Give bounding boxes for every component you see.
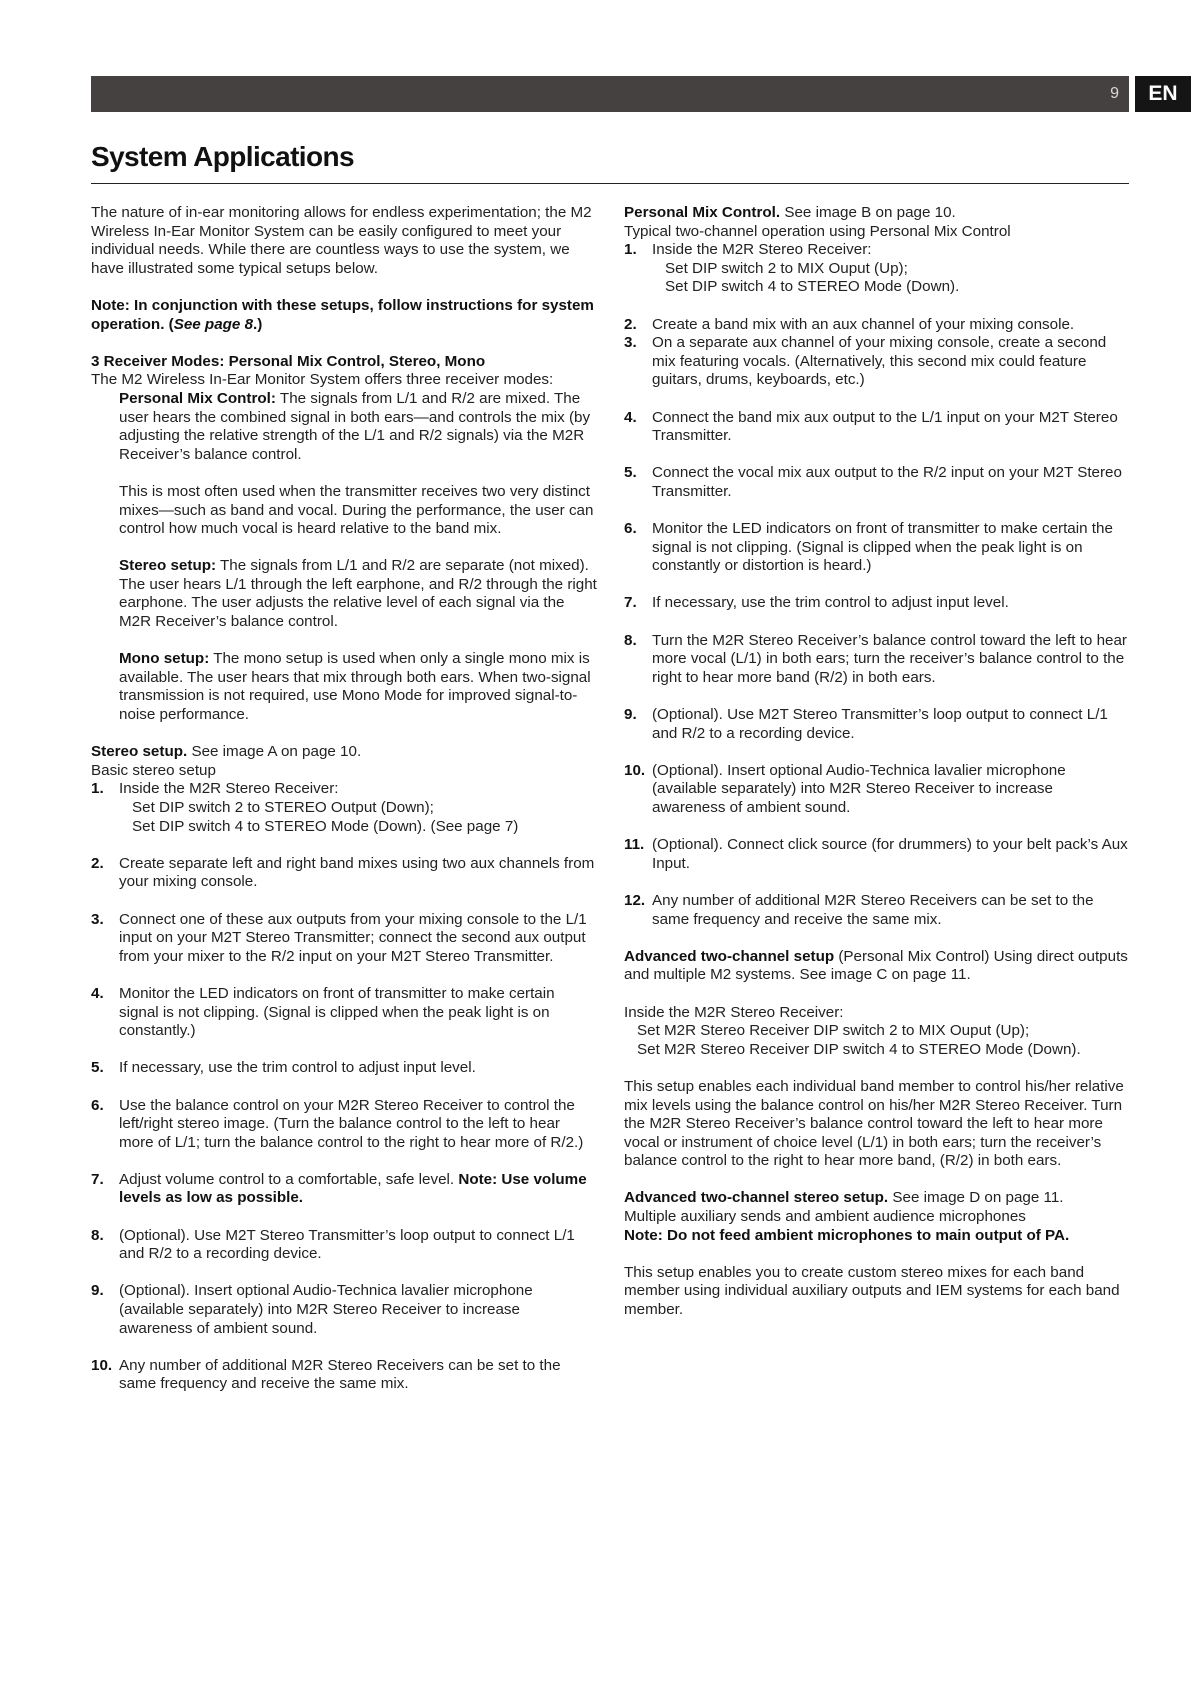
advanced-stereo-subtitle: Multiple auxiliary sends and ambient audience microphones	[624, 1208, 1026, 1226]
step-number: 11.	[624, 836, 645, 854]
stereo-setup-subtitle: Basic stereo setup	[91, 761, 216, 779]
section-ref: See image D on page 11.	[888, 1189, 1064, 1207]
stereo-step	[91, 985, 597, 1041]
mode-stereo	[91, 557, 597, 631]
stereo-step	[91, 780, 597, 836]
step-sub-line: Set DIP switch 4 to STEREO Mode (Down).	[665, 278, 960, 296]
step-number: 8.	[91, 1226, 104, 1244]
step-text: Inside the M2R Stereo Receiver:	[119, 780, 339, 798]
personal-mix-subtitle: Typical two-channel operation using Personal Mix Control	[624, 222, 1011, 240]
step-text: Monitor the LED indicators on front of transmitter to make certain the signal is not clipping. (Signal is clipped when the peak light is on constantly or distortion is heard.)	[652, 520, 1113, 575]
step-number: 7.	[624, 594, 637, 612]
note-page-ref: See page 8	[173, 315, 254, 333]
advanced-stereo-description: This setup enables you to create custom stereo mixes for each band member using individual auxiliary outputs and IEM systems for each band member.	[624, 1263, 1120, 1319]
personal-mix-step	[624, 409, 1130, 446]
header-bar	[91, 76, 1129, 112]
stereo-step	[91, 1171, 597, 1208]
personal-mix-step	[624, 892, 1130, 929]
personal-mix-heading	[624, 204, 1130, 223]
step-number: 2.	[624, 315, 637, 333]
stereo-step	[91, 1282, 597, 1338]
step-text: Any number of additional M2R Stereo Receivers can be set to the same frequency and receive the same mix.	[652, 891, 1094, 928]
step-text: Turn the M2R Stereo Receiver’s balance control toward the left to hear more vocal (L/1) in both ears; turn the receiver’s balance control to the right to hear more band (R/2) in both ears.	[652, 631, 1127, 686]
page-number: 9	[1110, 85, 1119, 102]
step-number: 1.	[624, 241, 637, 259]
step-text: Connect one of these aux outputs from your mixing console to the L/1 input on your M2T Stereo Transmitter; connect the second aux output from your mixer to the R/2 input on your M2T Stereo Transmitter.	[119, 910, 587, 965]
step-number: 6.	[624, 520, 637, 538]
step-text: Create a band mix with an aux channel of your mixing console.	[652, 315, 1075, 333]
step-text: On a separate aux channel of your mixing console, create a second mix featuring vocals. (Alternatively, this second mix could feature guitars, drums, keyboards, etc.)	[652, 334, 1107, 389]
step-number: 10.	[91, 1356, 113, 1374]
note-end: .)	[253, 315, 263, 333]
personal-mix-step	[624, 594, 1130, 613]
section-label: Advanced two-channel stereo setup.	[624, 1189, 889, 1207]
mode-text: The signals from L/1 and R/2 are separate (not mixed). The user hears L/1 through the left earphone, and R/2 through the right earphone. The user adjusts the relative level of each signal via the M2R Receiver’s balance control.	[119, 557, 597, 631]
stereo-step	[91, 1059, 597, 1078]
advanced-setup-sub-line: Set M2R Stereo Receiver DIP switch 2 to MIX Ouput (Up);	[637, 1022, 1030, 1040]
step-number: 5.	[624, 464, 637, 482]
section-ref: See image B on page 10.	[780, 204, 956, 221]
step-text: (Optional). Insert optional Audio-Technica lavalier microphone (available separately) into M2R Stereo Receiver to increase awareness of ambient sound.	[652, 761, 1066, 816]
language-badge: EN	[1135, 76, 1191, 112]
section-ref: See image A on page 10.	[187, 743, 362, 761]
step-text: Any number of additional M2R Stereo Receivers can be set to the same frequency and receive the same mix.	[119, 1356, 561, 1393]
stereo-step	[91, 1097, 597, 1153]
personal-mix-step	[624, 464, 1130, 501]
step-text: If necessary, use the trim control to adjust input level.	[119, 1059, 476, 1077]
title-divider	[91, 183, 1129, 184]
step-text	[119, 1171, 597, 1208]
advanced-stereo-note: Note: Do not feed ambient microphones to main output of PA.	[624, 1226, 1070, 1244]
step-number: 3.	[91, 910, 104, 928]
step-number: 9.	[624, 706, 637, 724]
personal-mix-step	[624, 520, 1130, 576]
mode-text: The signals from L/1 and R/2 are mixed. The user hears the combined signal in both ears—and controls the mix (by adjusting the relative strength of the L/1 and R/2 signals) via the M2R Receiver’s balance control.	[119, 389, 591, 463]
left-column	[91, 204, 597, 1394]
step-number: 6.	[91, 1096, 104, 1114]
step-number: 1.	[91, 780, 104, 798]
receiver-modes-intro: The M2 Wireless In-Ear Monitor System offers three receiver modes:	[91, 371, 554, 389]
page-title: System Applications	[91, 141, 354, 172]
personal-mix-step	[624, 316, 1130, 335]
step-text: (Optional). Use M2T Stereo Transmitter’s loop output to connect L/1 and R/2 to a recording device.	[119, 1226, 575, 1263]
step-text: Connect the vocal mix aux output to the R/2 input on your M2T Stereo Transmitter.	[652, 464, 1122, 500]
note-text: Note: In conjunction with these setups, follow instructions for system operation. (	[91, 296, 594, 333]
step-text-note: Note: Use volume levels as low as possible.	[119, 1170, 587, 1207]
step-number: 9.	[91, 1282, 104, 1300]
step-number: 4.	[91, 984, 104, 1002]
step-text: Create separate left and right band mixes using two aux channels from your mixing console.	[119, 854, 595, 891]
step-text: If necessary, use the trim control to adjust input level.	[652, 594, 1009, 612]
stereo-step	[91, 911, 597, 967]
step-text: (Optional). Connect click source (for drummers) to your belt pack’s Aux Input.	[652, 836, 1128, 872]
step-text: (Optional). Insert optional Audio-Technica lavalier microphone (available separately) into M2R Stereo Receiver to increase awareness of ambient sound.	[119, 1282, 533, 1337]
step-sub-line: Set DIP switch 2 to MIX Ouput (Up);	[665, 259, 908, 277]
step-number: 2.	[91, 854, 104, 872]
section-label: Personal Mix Control.	[624, 204, 781, 221]
mode-label: Mono setup:	[119, 650, 210, 668]
personal-mix-step	[624, 836, 1130, 873]
step-number: 8.	[624, 631, 637, 649]
stereo-step	[91, 855, 597, 892]
mode-personal-mix-detail: This is most often used when the transmitter receives two very distinct mixes—such as band and vocal. During the performance, the user can control how much vocal is heard relative to the band mix.	[119, 482, 594, 538]
step-sub-line: Set DIP switch 2 to STEREO Output (Down);	[132, 799, 434, 816]
section-label: Stereo setup.	[91, 743, 188, 761]
mode-label: Stereo setup:	[119, 557, 217, 575]
mode-personal-mix	[91, 390, 597, 464]
mode-text: The mono setup is used when only a single mono mix is available. The user hears that mix through both ears. When two-signal transmission is not required, use Mono Mode for improved signal-to-noise performance.	[119, 650, 591, 724]
step-text: (Optional). Use M2T Stereo Transmitter’s loop output to connect L/1 and R/2 to a recording device.	[652, 706, 1108, 742]
step-number: 12.	[624, 891, 646, 909]
advanced-setup-description: This setup enables each individual band member to control his/her relative mix levels using the balance control on his/her M2R Stereo Receiver. Turn the M2R Stereo Receiver’s balance control toward the left to hear more vocal or instrument of choice level (L/1) in both ears; turn the receiver’s balance control to the right to hear more band, (R/2) in both ears.	[624, 1077, 1124, 1170]
step-text: Use the balance control on your M2R Stereo Receiver to control the left/right stereo image. (Turn the balance control to the left to hear more of L/1; turn the balance control to the right to hear more of R/2.)	[119, 1096, 584, 1151]
step-number: 7.	[91, 1170, 104, 1188]
mode-mono	[91, 650, 597, 724]
intro-paragraph: The nature of in-ear monitoring allows for endless experimentation; the M2 Wireless In-Ear Monitor System can be easily configured to meet your individual needs. While there are countless ways to use the system, we have illustrated some typical setups below.	[91, 204, 592, 277]
advanced-stereo-heading	[624, 1189, 1130, 1208]
personal-mix-step	[624, 632, 1130, 688]
step-text: Connect the band mix aux output to the L/1 input on your M2T Stereo Transmitter.	[652, 408, 1118, 445]
advanced-setup-inside: Inside the M2R Stereo Receiver:	[624, 1003, 844, 1021]
stereo-step	[91, 1357, 597, 1394]
step-text-plain: Adjust volume control to a comfortable, safe level.	[119, 1170, 459, 1188]
mode-label: Personal Mix Control:	[119, 389, 276, 407]
section-text: (Personal Mix Control) Using direct outputs and multiple M2 systems. See image C on page 11.	[624, 947, 1128, 984]
advanced-setup-sub-line: Set M2R Stereo Receiver DIP switch 4 to STEREO Mode (Down).	[637, 1040, 1081, 1058]
step-number: 5.	[91, 1059, 104, 1077]
section-label: Advanced two-channel setup	[624, 947, 835, 965]
step-number: 4.	[624, 408, 637, 426]
stereo-step	[91, 1227, 597, 1264]
advanced-setup-heading	[624, 948, 1130, 985]
personal-mix-step	[624, 762, 1130, 818]
step-sub-line: Set DIP switch 4 to STEREO Mode (Down). (See page 7)	[132, 817, 519, 835]
step-text: Monitor the LED indicators on front of transmitter to make certain signal is not clipping. (Signal is clipped when the peak light is on constantly.)	[119, 984, 555, 1040]
step-text: Inside the M2R Stereo Receiver:	[652, 241, 872, 259]
personal-mix-step	[624, 334, 1130, 390]
system-operation-note	[91, 297, 597, 334]
step-number: 3.	[624, 334, 637, 352]
stereo-setup-heading	[91, 743, 597, 762]
personal-mix-step	[624, 241, 1130, 297]
personal-mix-step	[624, 706, 1130, 743]
right-column	[624, 204, 1130, 1320]
receiver-modes-heading: 3 Receiver Modes: Personal Mix Control, Stereo, Mono	[91, 352, 486, 370]
step-number: 10.	[624, 761, 646, 779]
